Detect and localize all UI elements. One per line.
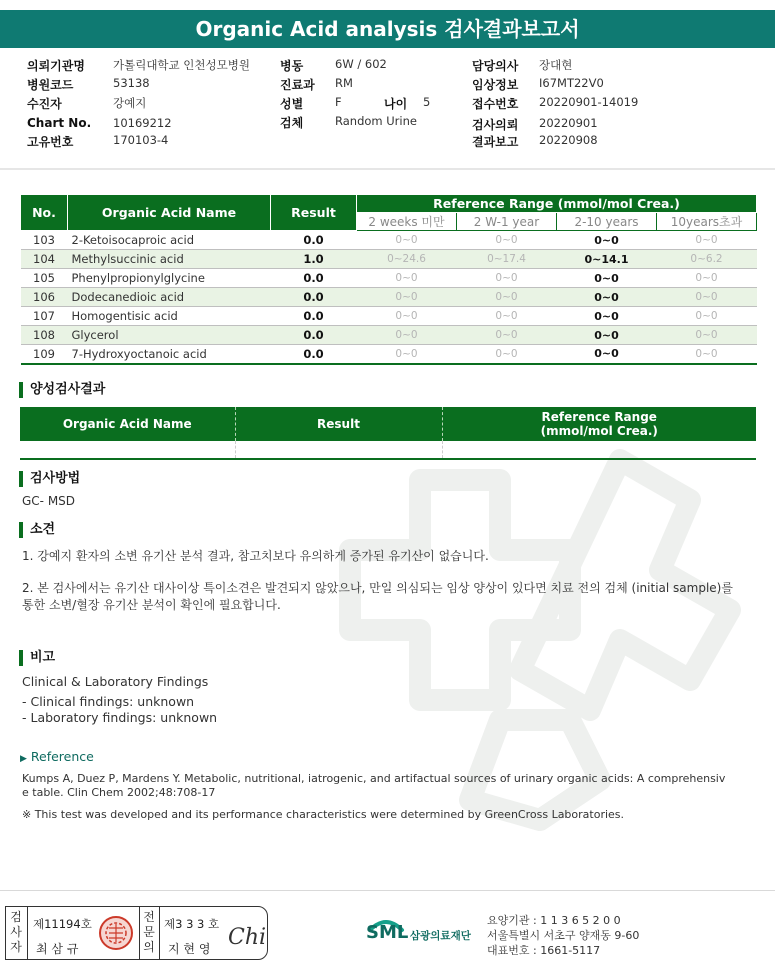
request-label: 검사의뢰: [472, 118, 519, 132]
header-result: Result: [271, 195, 357, 231]
row-ref-2w-1y: 0~0: [457, 326, 557, 345]
header-reference-range: Reference Range (mmol/mol Crea.): [357, 195, 757, 213]
header-sub-2weeks: 2 weeks 미만: [357, 213, 457, 231]
positive-empty-cell: [235, 441, 442, 459]
positive-header-reference: [442, 407, 756, 441]
specimen-label: 검체: [280, 116, 304, 130]
positive-header-result: Result: [235, 407, 442, 441]
row-ref-2-10y: 0~0: [557, 326, 657, 345]
row-result: 0.0: [271, 326, 357, 345]
sml-logo-text: SML: [366, 922, 409, 943]
row-name: Glycerol: [68, 326, 271, 345]
reference-citation-2: e table. Clin Chem 2002;48:708-17: [22, 786, 216, 799]
reference-heading: [20, 749, 94, 764]
row-no: 104: [21, 250, 68, 269]
sex-label: 성별: [280, 97, 304, 111]
examiner-name: 최 삼 규: [36, 942, 79, 956]
row-ref-2weeks: 0~0: [357, 269, 457, 288]
positive-results-table: [20, 407, 756, 460]
report-title: Organic Acid analysis 검사결과보고서: [0, 10, 775, 48]
header-sub-2-10y: 2-10 years: [557, 213, 657, 231]
signature-divider: [27, 907, 28, 959]
examiner-vertical-label: 검사자: [10, 910, 22, 954]
row-name: Phenylpropionylglycine: [68, 269, 271, 288]
row-no: 107: [21, 307, 68, 326]
patient-label: 수진자: [27, 97, 62, 111]
row-name: Homogentisic acid: [68, 307, 271, 326]
reference-label: Reference: [30, 749, 94, 764]
table-row: [21, 326, 757, 345]
remarks-heading: 비고: [19, 650, 55, 666]
row-result: 0.0: [271, 307, 357, 326]
row-ref-2-10y: 0~0: [557, 269, 657, 288]
row-result: 1.0: [271, 250, 357, 269]
row-no: 106: [21, 288, 68, 307]
row-ref-2weeks: 0~24.6: [357, 250, 457, 269]
clinical-label: 임상정보: [472, 78, 519, 92]
row-ref-2-10y: 0~0: [557, 231, 657, 250]
row-name: Methylsuccinic acid: [68, 250, 271, 269]
row-no: 108: [21, 326, 68, 345]
sml-logo: [366, 912, 486, 952]
row-no: 103: [21, 231, 68, 250]
row-ref-2w-1y: 0~0: [457, 307, 557, 326]
org-code: 요양기관 : 1 1 3 6 5 2 0 0: [487, 914, 621, 927]
org-name: 삼광의료재단: [410, 930, 471, 942]
row-name: 2-Ketoisocaproic acid: [68, 231, 271, 250]
org-phone: 대표번호 : 1661-5117: [487, 944, 601, 957]
row-result: 0.0: [271, 345, 357, 364]
method-text: GC- MSD: [22, 494, 76, 508]
clinical-value: I67MT22V0: [539, 76, 604, 90]
age-value: 5: [423, 95, 431, 109]
row-result: 0.0: [271, 288, 357, 307]
row-ref-10y-plus: 0~0: [657, 326, 757, 345]
row-ref-10y-plus: 0~0: [657, 231, 757, 250]
row-ref-2w-1y: 0~0: [457, 269, 557, 288]
table-row: [21, 231, 757, 250]
row-ref-10y-plus: 0~6.2: [657, 250, 757, 269]
request-value: 20220901: [539, 116, 598, 130]
row-no: 105: [21, 269, 68, 288]
row-ref-2w-1y: 0~17.4: [457, 250, 557, 269]
row-no: 109: [21, 345, 68, 364]
findings-paragraph-2a: 2. 본 검사에서는 유기산 대사이상 특이소견은 발견되지 않았으나, 만일 의심되는 임상 양상이 있다면 치료 전의 검체 (initial sample)를: [22, 581, 733, 595]
code-label: 병원코드: [27, 78, 74, 92]
header-sub-2w-1y: 2 W-1 year: [457, 213, 557, 231]
remarks-line-3: - Laboratory findings: unknown: [22, 710, 218, 725]
row-ref-2-10y: 0~0: [557, 288, 657, 307]
positive-empty-cell: [20, 441, 235, 459]
doctor-value: 장대현: [539, 58, 573, 72]
method-heading: 검사방법: [19, 471, 80, 487]
dept-label: 진료과: [280, 78, 315, 92]
row-ref-2weeks: 0~0: [357, 231, 457, 250]
receipt-label: 접수번호: [472, 97, 519, 111]
row-result: 0.0: [271, 269, 357, 288]
report-value: 20220908: [539, 133, 598, 147]
sex-value: F: [335, 95, 342, 109]
findings-paragraph-2b: 통한 소변/혈장 유기산 분석이 확인에 필요합니다.: [22, 598, 281, 612]
signature-box: [5, 906, 268, 960]
doctor-label: 담당의사: [472, 59, 519, 73]
handwritten-signature: Chi: [228, 925, 267, 950]
age-label: 나이: [384, 97, 408, 111]
positive-empty-cell: [442, 441, 756, 459]
table-row: [21, 269, 757, 288]
header-no: No.: [21, 195, 68, 231]
row-name: 7-Hydroxyoctanoic acid: [68, 345, 271, 364]
remarks-line-1: Clinical & Laboratory Findings: [22, 674, 209, 689]
row-ref-2-10y: 0~0: [557, 307, 657, 326]
positive-header-ref-line1: Reference Range: [541, 410, 657, 424]
report-label: 결과보고: [472, 135, 519, 149]
specialist-number: 제3 3 3 호: [164, 917, 220, 931]
seal-stamp-icon: [98, 915, 134, 951]
positive-results-heading: 양성검사결과: [19, 382, 105, 398]
header-divider: [0, 168, 775, 170]
table-row: [21, 345, 757, 364]
row-ref-2w-1y: 0~0: [457, 288, 557, 307]
footer-divider: [0, 890, 775, 891]
row-ref-2weeks: 0~0: [357, 288, 457, 307]
row-ref-10y-plus: 0~0: [657, 288, 757, 307]
hospital-label: 의뢰기관명: [27, 59, 85, 73]
reference-citation-1: Kumps A, Duez P, Mardens Y. Metabolic, nutritional, iatrogenic, and artifactual sources of urinary organic acids: A comprehensiv: [22, 772, 726, 785]
findings-heading: 소견: [19, 522, 55, 538]
signature-divider: [139, 907, 140, 959]
hospital-value: 가톨릭대학교 인천성모병원: [113, 58, 250, 72]
remarks-line-2: - Clinical findings: unknown: [22, 694, 195, 709]
positive-header-name: Organic Acid Name: [20, 407, 235, 441]
row-ref-2-10y: 0~0: [557, 345, 657, 364]
row-ref-2w-1y: 0~0: [457, 231, 557, 250]
patient-info-block: [0, 55, 775, 155]
signature-divider: [159, 907, 160, 959]
ward-label: 병동: [280, 59, 304, 73]
row-ref-2-10y: 0~14.1: [557, 250, 657, 269]
ward-value: 6W / 602: [335, 57, 387, 71]
chart-value: 10169212: [113, 116, 172, 130]
triangle-right-icon: ▶: [20, 754, 27, 764]
table-row: [21, 288, 757, 307]
patient-value: 강예지: [113, 96, 147, 110]
table-row: [21, 307, 757, 326]
chart-label: Chart No.: [27, 116, 92, 130]
dept-value: RM: [335, 76, 353, 90]
row-ref-10y-plus: 0~0: [657, 345, 757, 364]
positive-header-ref-line2: (mmol/mol Crea.): [540, 424, 658, 438]
unique-label: 고유번호: [27, 135, 74, 149]
row-ref-2w-1y: 0~0: [457, 345, 557, 364]
code-value: 53138: [113, 76, 150, 90]
positive-empty-row: [20, 441, 756, 459]
findings-paragraph-1: 1. 강예지 환자의 소변 유기산 분석 결과, 참고치보다 유의하게 증가된 유기산이 없습니다.: [22, 549, 489, 563]
specialist-vertical-label: 전문의: [143, 910, 155, 954]
specimen-value: Random Urine: [335, 114, 417, 128]
row-ref-10y-plus: 0~0: [657, 269, 757, 288]
row-ref-2weeks: 0~0: [357, 307, 457, 326]
table-row: [21, 250, 757, 269]
organic-acid-table: [20, 194, 757, 365]
examiner-number: 제11194호: [33, 917, 92, 931]
specialist-name: 지 현 영: [168, 942, 211, 956]
receipt-value: 20220901-14019: [539, 95, 639, 109]
unique-value: 170103-4: [113, 133, 169, 147]
test-note: ※ This test was developed and its performance characteristics were determined by GreenCross Laboratories.: [22, 808, 625, 821]
row-result: 0.0: [271, 231, 357, 250]
header-sub-10y-plus: 10years초과: [657, 213, 757, 231]
row-name: Dodecanedioic acid: [68, 288, 271, 307]
org-contact: [487, 913, 639, 958]
header-name: Organic Acid Name: [68, 195, 271, 231]
row-ref-2weeks: 0~0: [357, 345, 457, 364]
org-address: 서울특별시 서초구 양재동 9-60: [487, 929, 640, 942]
row-ref-10y-plus: 0~0: [657, 307, 757, 326]
row-ref-2weeks: 0~0: [357, 326, 457, 345]
